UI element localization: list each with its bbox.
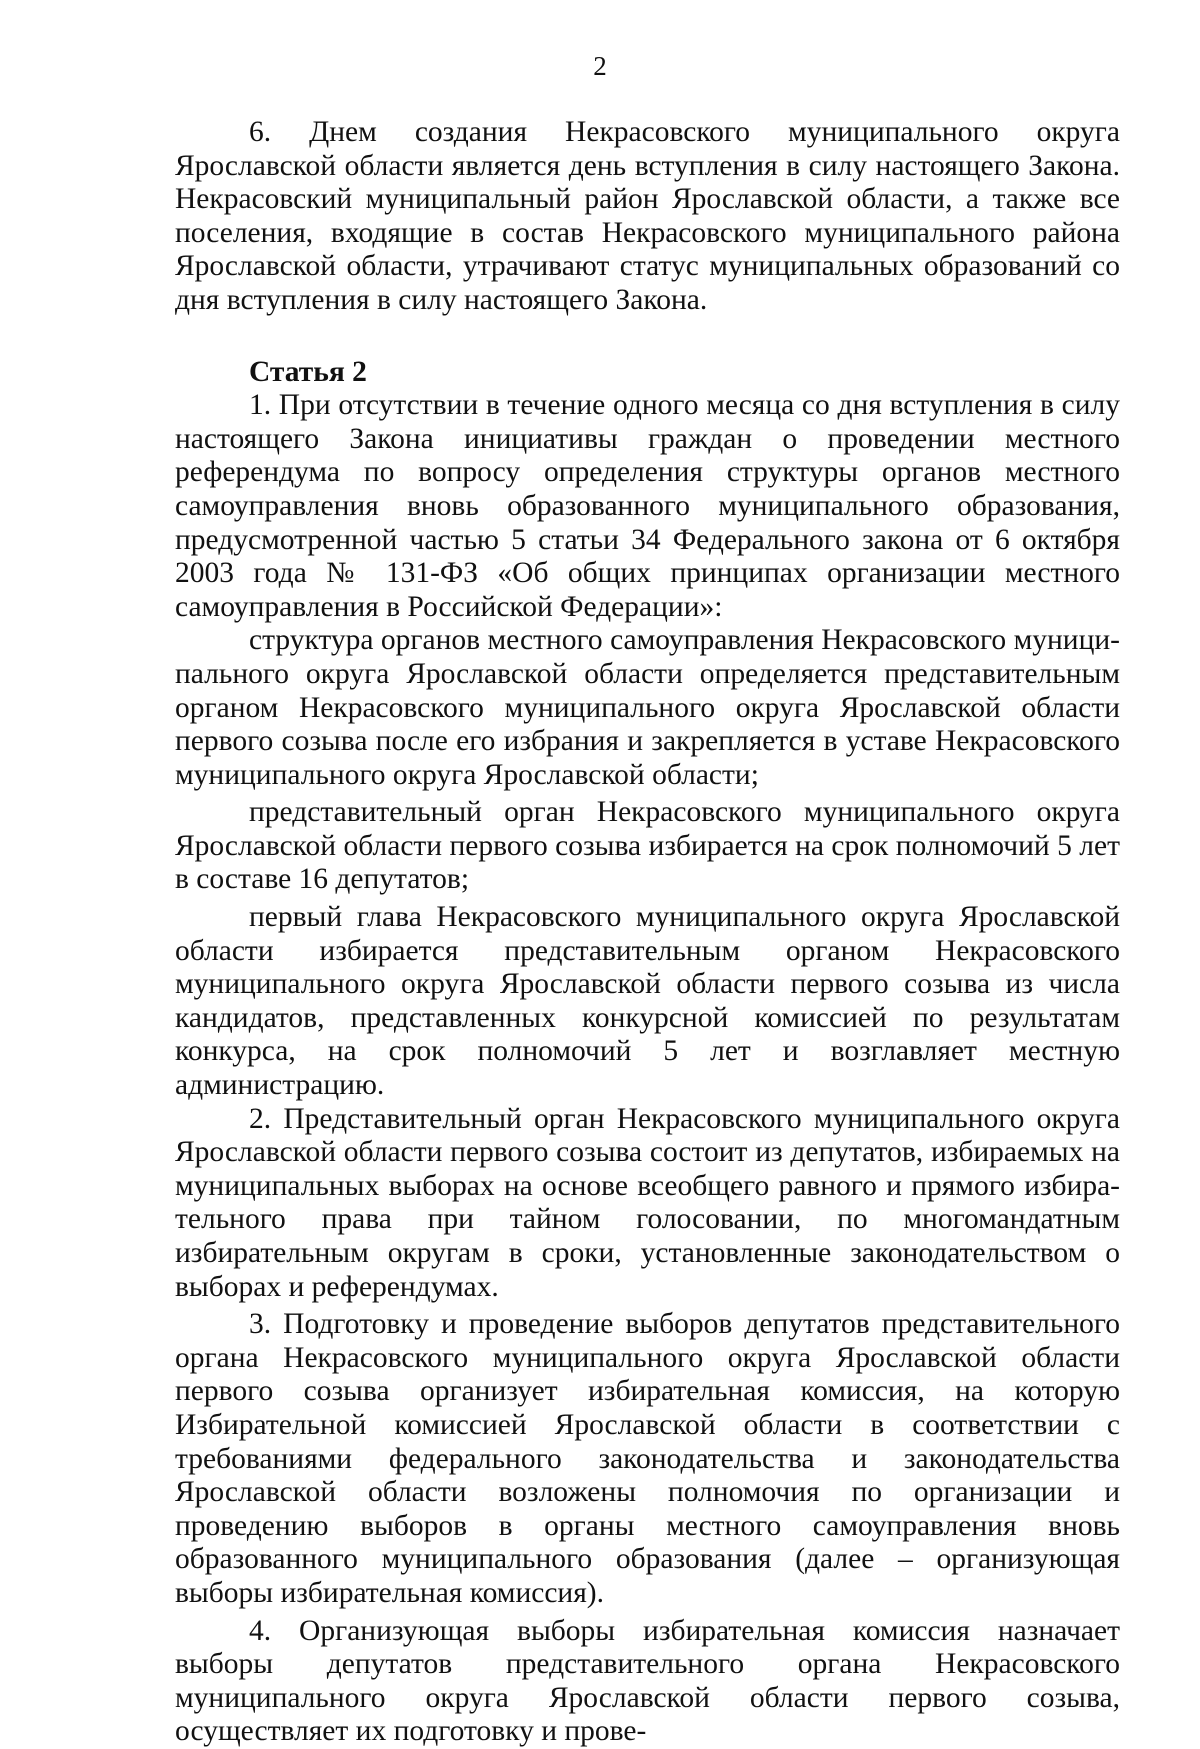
paragraph-first-head: первый глава Некрасовского муниципального округа Ярославской области избирается представительным органом Некрасовского муниципального округа Ярославской области первого созыва из числа кандидатов, представленных конкурсной комиссией по результатам конкурса, на срок полномочий 5 лет и возглавляет местную администрацию. [175,901,1120,1102]
article-heading: Статья 2 [249,355,367,388]
paragraph-2-1-referendum: 1. При отсутствии в течение одного месяца со дня вступления в силу настоящего Закона инициативы граждан о проведении местного референдума по вопросу определения структуры органов местного самоуправления вновь образованного муниципального образования, предусмотренной частью 5 статьи 34 Федерального закона от 6 октября 2003 года № 131-ФЗ «Об общих принципах организации местного самоуправления в Российской Федерации»: [175,389,1120,623]
paragraph-structure: структура органов местного самоуправления Некрасовского муниципального округа Ярославской области определяется представительным органом Некрасовского муниципального округа Ярославской области первого созыва после его избрания и закрепляется в уставе Некрасовского муниципального округа Ярославской области; [175,624,1120,791]
page-number: 2 [593,51,607,81]
paragraph-2-3-election-commission: 3. Подготовку и проведение выборов депутатов представительного органа Некрасовского муниципального округа Ярославской области первого созыва организует избирательная комиссия, на которую Избирательной комиссией Ярославской области в соответствии с требованиями федерального законодательства и законодательства Ярославской области возложены полномочия по организации и проведению выборов в органы местного самоуправления вновь образованного муниципального образования (далее – организующая выборы избирательная комиссия). [175,1308,1120,1609]
paragraph-6-creation-date: 6. Днем создания Некрасовского муниципального округа Ярославской области является день вступления в силу настоящего Закона. Некрасовский муниципальный район Ярославской области, а также все поселения, входящие в состав Некрасовского муниципального района Ярославской области, утрачивают статус муниципальных образований со дня вступления в силу настоящего Закона. [175,116,1120,316]
paragraph-2-2-deputies: 2. Представительный орган Некрасовского муниципального округа Ярославской области первого созыва состоит из депутатов, избираемых на муниципальных выборах на основе всеобщего равного и прямого избирательного права при тайном голосовании, по многомандатным избирательным округам в сроки, установленные законодательством о выборах и референдумах. [175,1102,1120,1303]
paragraph-representative-body: представительный орган Некрасовского муниципального округа Ярославской области первого созыва избирается на срок полномочий 5 лет в составе 16 депутатов; [175,796,1120,896]
paragraph-2-4-elections: 4. Организующая выборы избирательная комиссия назначает выборы депутатов представительного органа Некрасовского муниципального округа Ярославской области первого созыва, осуществляет их подготовку и прове- [175,1614,1120,1748]
document-body [175,116,1120,1749]
